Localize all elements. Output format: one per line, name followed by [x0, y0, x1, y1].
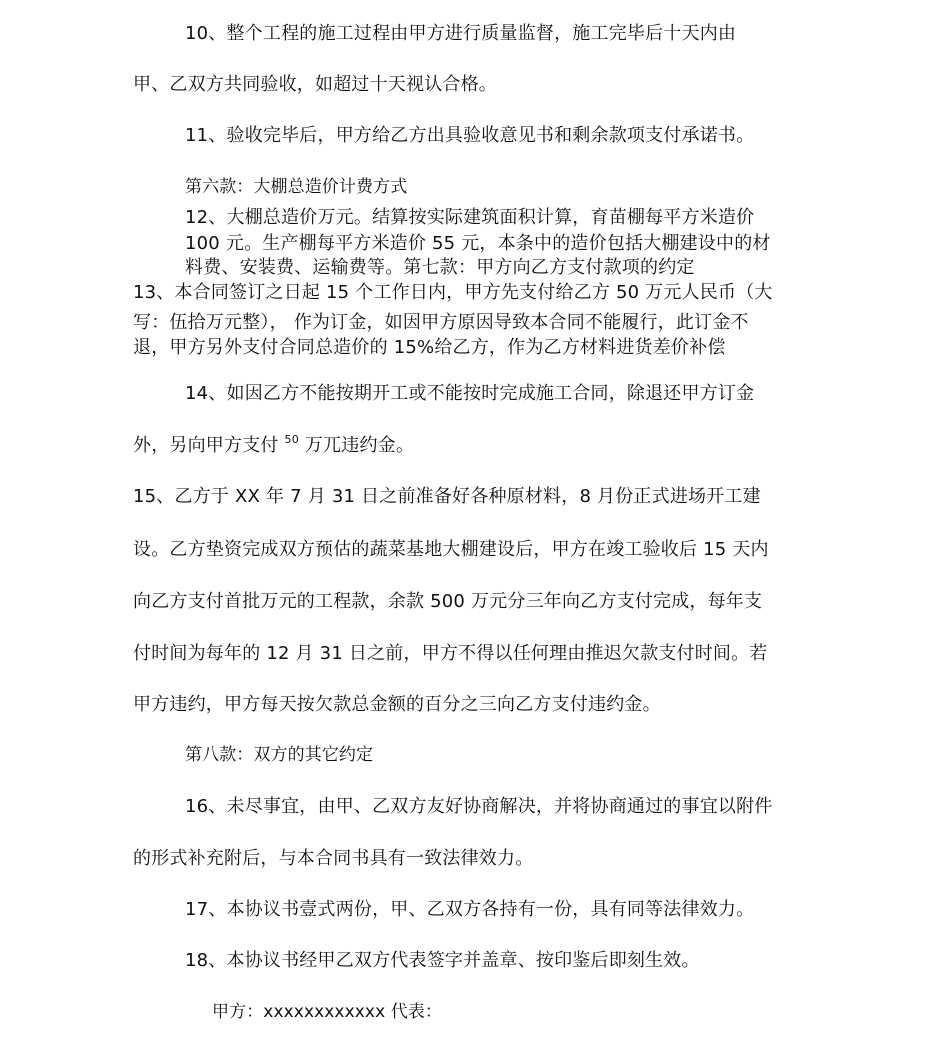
signature-line-party-a: 甲方：xxxxxxxxxxxx 代表：: [212, 1002, 443, 1022]
clause-14-superscript-amount: 50: [284, 433, 299, 446]
clause-17-line-1: 17、本协议书壹式两份，甲、乙双方各持有一份，具有同等法律效力。: [185, 899, 755, 920]
clause-15-line-4: 付时间为每年的 12 月 31 日之前，甲方不得以任何理由推迟欠款支付时间。若: [133, 643, 768, 664]
clause-16-line-2: 的形式补充附后，与本合同书具有一致法律效力。: [133, 848, 534, 869]
clause-13-line-3: 退，甲方另外支付合同总造价的 15%给乙方，作为乙方材料进货差价补偿: [133, 337, 726, 358]
clause-14-line-2-text-b: 万兀违约金。: [298, 435, 415, 456]
clause-15-line-5: 甲方违约，甲方每天按欠款总金额的百分之三向乙方支付违约金。: [133, 694, 661, 715]
clause-14-line-2-text-a: 外，另向甲方支付: [133, 435, 285, 456]
clause-16-line-1: 16、未尽事宜，由甲、乙双方友好协商解决，并将协商通过的事宜以附件: [185, 796, 773, 817]
clause-15-line-2: 设。乙方垫资完成双方预估的蔬菜基地大棚建设后，甲方在竣工验收后 15 天内: [133, 539, 769, 560]
clause-14-line-2: [133, 435, 414, 457]
clause-13-line-2: 写：伍拾万元整）， 作为订金，如因甲方原因导致本合同不能履行，此订金不: [133, 312, 749, 333]
clause-12-line-3: 料费、安装费、运输费等。第七款：甲方向乙方支付款项的约定: [185, 257, 695, 278]
clause-15-line-3: 向乙方支付首批万元的工程款，余款 500 万元分三年向乙方支付完成，每年支: [133, 591, 763, 612]
section-6-heading: 第六款：大棚总造价计费方式: [185, 177, 408, 197]
clause-12-line-2: 100 元。生产棚每平方米造价 55 元，本条中的造价包括大棚建设中的材: [185, 233, 771, 254]
clause-13-line-1: 13、本合同签订之日起 15 个工作日内，甲方先支付给乙方 50 万元人民币（大: [133, 282, 773, 303]
clause-15-line-1: 15、乙方于 XX 年 7 月 31 日之前准备好各种原材料，8 月份正式进场开工建: [133, 486, 761, 507]
section-8-heading: 第八款：双方的其它约定: [185, 745, 374, 765]
clause-10-line-1: 10、整个工程的施工过程由甲方进行质量监督，施工完毕后十天内由: [185, 23, 737, 44]
clause-12-line-1: 12、大棚总造价万元。结算按实际建筑面积计算，育苗棚每平方米造价: [185, 207, 755, 228]
clause-18-line-1: 18、本协议书经甲乙双方代表签字并盖章、按印鉴后即刻生效。: [185, 950, 700, 971]
clause-14-line-1: 14、如因乙方不能按期开工或不能按时完成施工合同，除退还甲方订金: [185, 383, 755, 404]
clause-10-line-2: 甲、乙双方共同验收，如超过十天视认合格。: [133, 74, 497, 95]
clause-11-line-1: 11、验收完毕后，甲方给乙方出具验收意见书和剩余款项支付承诺书。: [185, 125, 755, 146]
